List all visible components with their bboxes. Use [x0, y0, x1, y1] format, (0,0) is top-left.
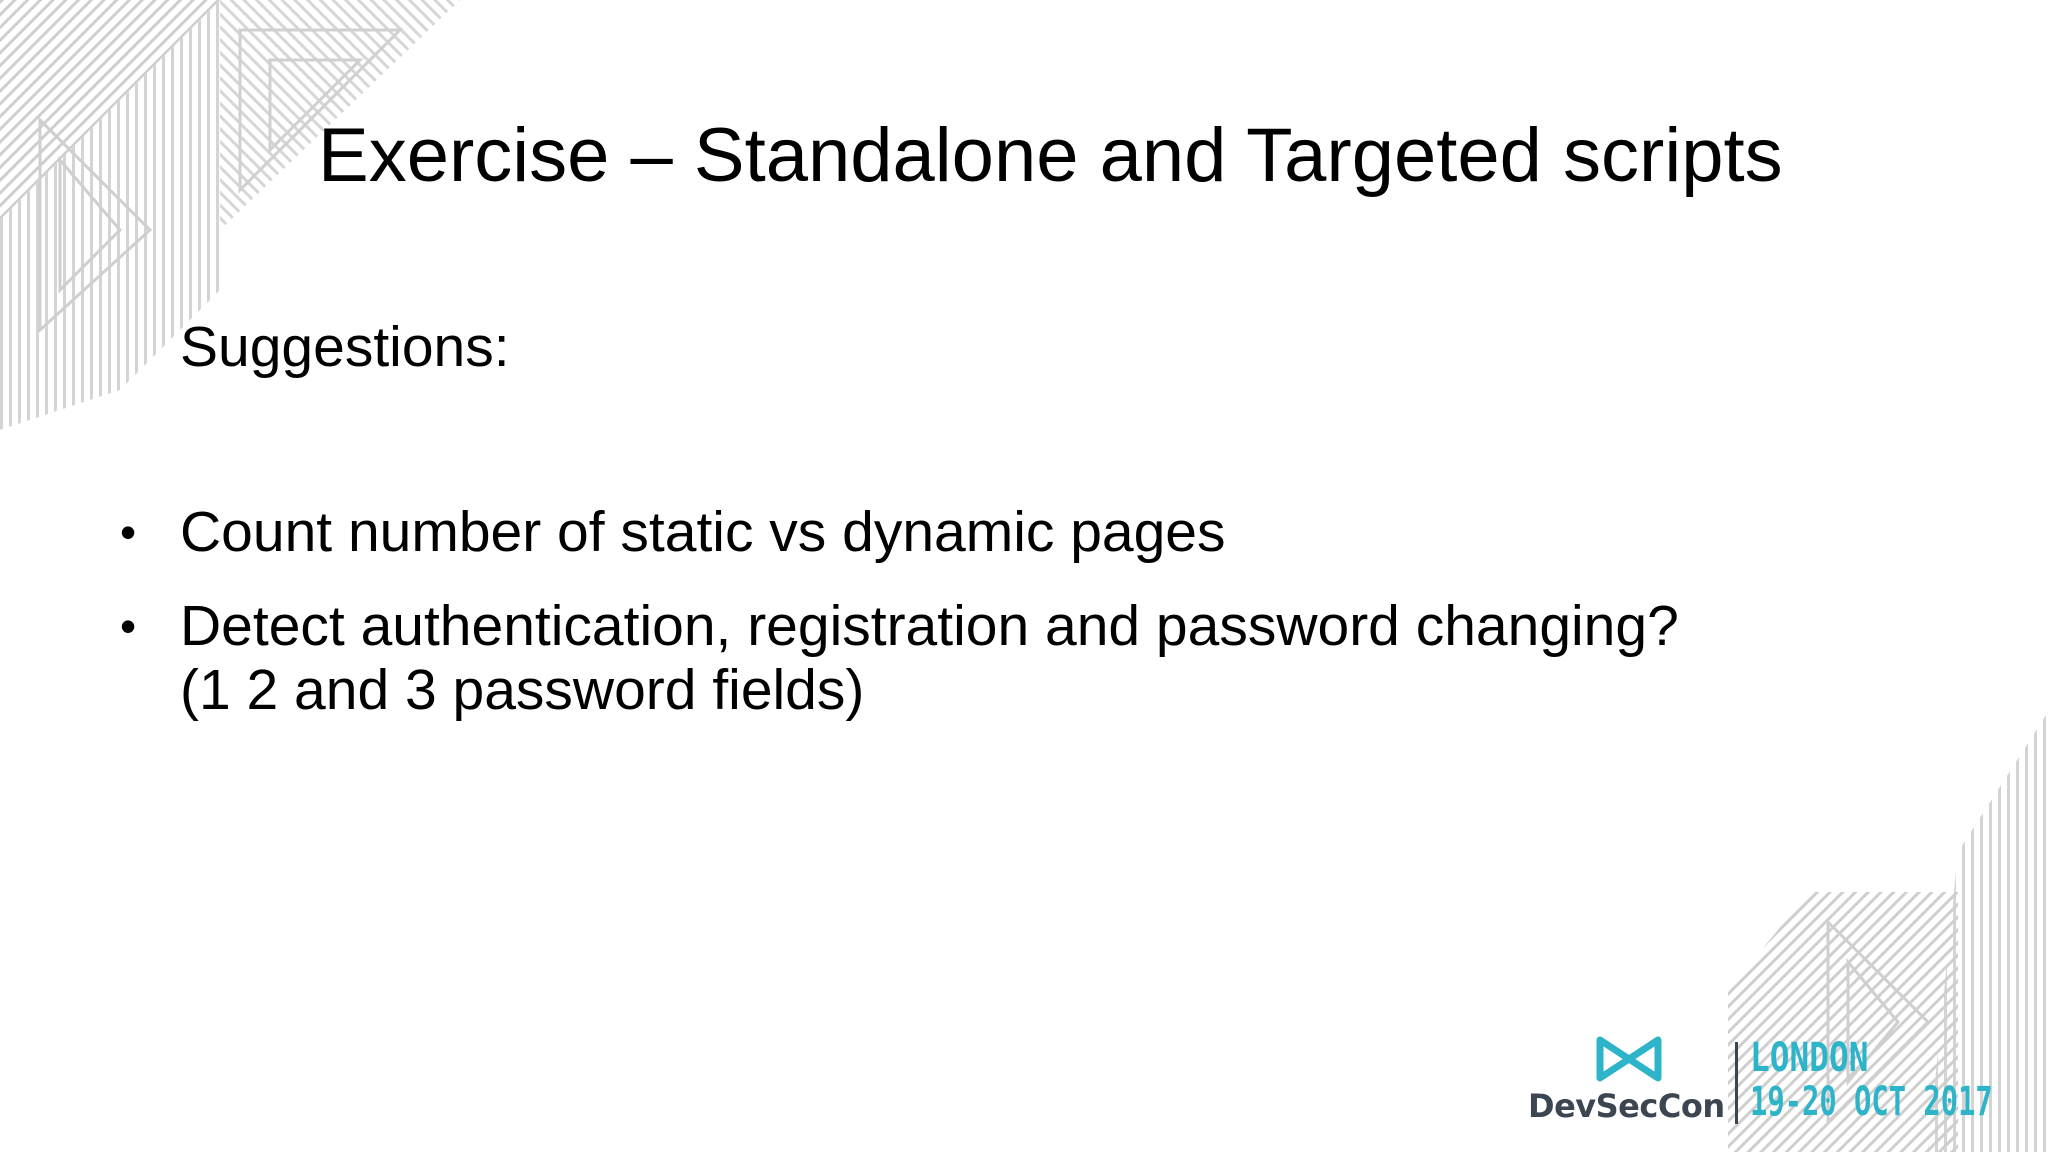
- bullet-list: [120, 500, 1960, 752]
- event-dates: 19-20 OCT 2017: [1750, 1079, 1993, 1125]
- bullet-marker: •: [120, 506, 137, 558]
- bullet-marker: •: [120, 600, 137, 652]
- bowtie-icon: [1596, 1036, 1662, 1082]
- bullet-text: Detect authentication, registration and password changing? (1 2 and 3 password fields): [180, 594, 1679, 722]
- slide-title: Exercise – Standalone and Targeted scripts: [318, 113, 1783, 198]
- event-city: LONDON: [1750, 1035, 1869, 1081]
- logo-divider: [1735, 1042, 1738, 1124]
- devseccon-logo: [1528, 1036, 2018, 1126]
- logo-wordmark: DevSecCon: [1528, 1087, 1725, 1125]
- list-item: [120, 594, 1960, 722]
- subheading: Suggestions:: [180, 315, 510, 379]
- bullet-text: Count number of static vs dynamic pages: [180, 500, 1226, 564]
- list-item: [120, 500, 1960, 564]
